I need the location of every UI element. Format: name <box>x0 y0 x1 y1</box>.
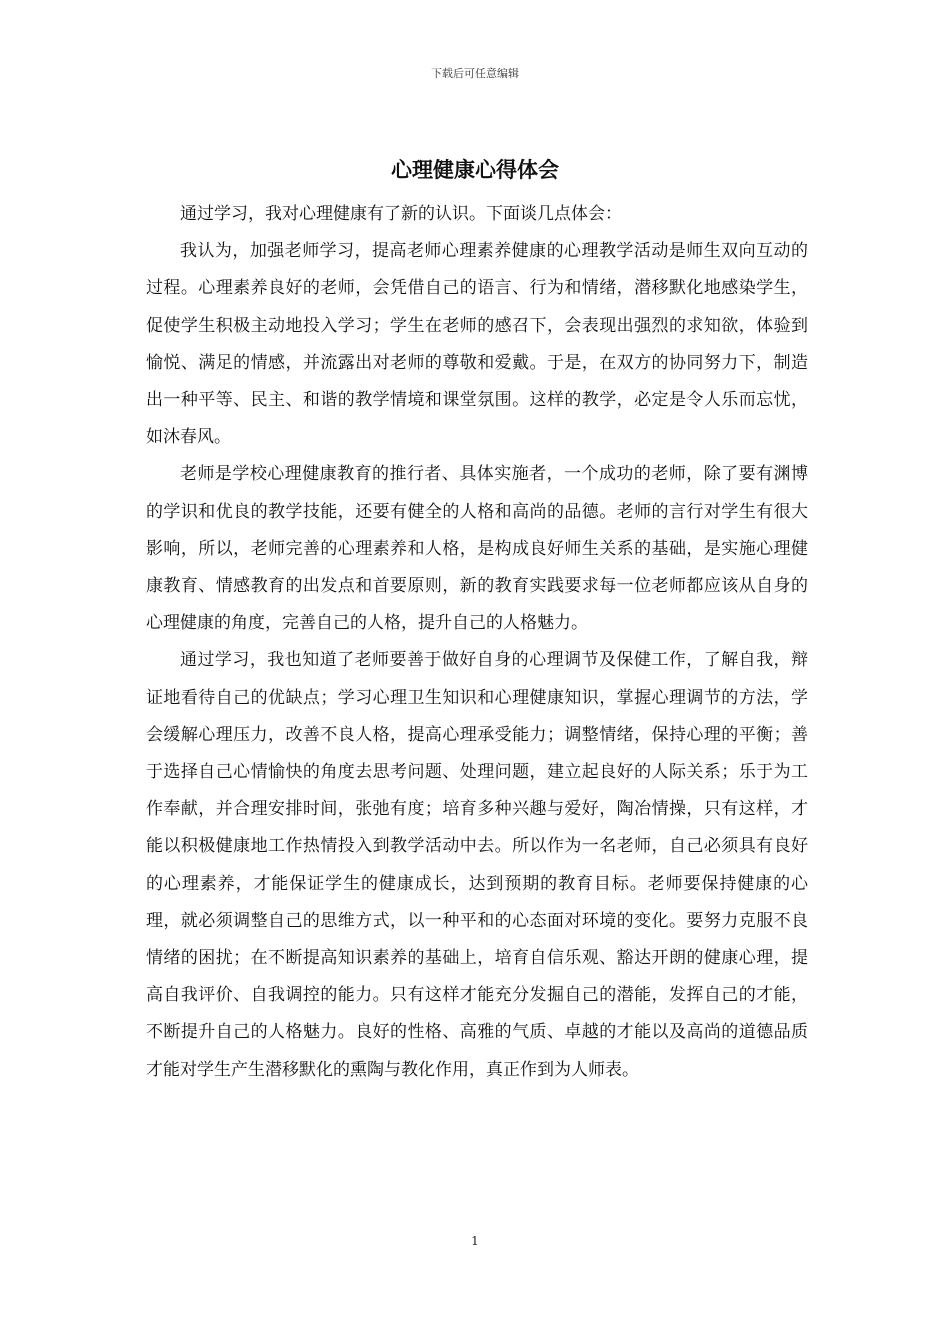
page-number: 1 <box>471 1234 479 1248</box>
paragraph-teacher-role: 老师是学校心理健康教育的推行者、具体实施者，一个成功的老师，除了要有渊博的学识和优良的教学技能，还要有健全的人格和高尚的品德。老师的言行对学生有很大影响，所以，老师完善的心理素养和人格，是构成良好师生关系的基础，是实施心理健康教育、情感教育的出发点和首要原则，新的教育实践要求每一位老师都应该从自身的心理健康的角度，完善自己的人格，提升自己的人格魅力。 <box>146 464 808 634</box>
page-header-note: 下载后可任意编辑 <box>431 67 519 80</box>
paragraph-intro: 通过学习，我对心理健康有了新的认识。下面谈几点体会： <box>180 204 622 224</box>
paragraph-self-adjustment: 通过学习，我也知道了老师要善于做好自身的心理调节及保健工作，了解自我，辩证地看待自己的优缺点；学习心理卫生知识和心理健康知识，掌握心理调节的方法，学会缓解心理压力，改善不良人格，提高心理承受能力；调整情绪，保持心理的平衡；善于选择自己心情愉快的角度去思考问题、处理问题，建立起良好的人际关系；乐于为工作奉献，并合理安排时间，张弛有度；培育多种兴趣与爱好，陶冶情操，只有这样，才能以积极健康地工作热情投入到教学活动中去。所以作为一名老师，自己必须具有良好的心理素养，才能保证学生的健康成长，达到预期的教育目标。老师要保持健康的心理，就必须调整自己的思维方式，以一种平和的心态面对环境的变化。要努力克服不良情绪的困扰；在不断提高知识素养的基础上，培育自信乐观、豁达开朗的健康心理，提高自我评价、自我调控的能力。只有这样才能充分发掘自己的潜能，发挥自己的才能，不断提升自己的人格魅力。良好的性格、高雅的气质、卓越的才能以及高尚的道德品质才能对学生产生潜移默化的熏陶与教化作用，真正作到为人师表。 <box>146 650 808 1080</box>
document-title: 心理健康心得体会 <box>391 157 559 182</box>
paragraph-teacher-study: 我认为，加强老师学习，提高老师心理素养健康的心理教学活动是师生双向互动的过程。心理素养良好的老师，会凭借自己的语言、行为和情绪，潜移默化地感染学生，促使学生积极主动地投入学习；学生在老师的感召下，会表现出强烈的求知欲，体验到愉悦、满足的情感，并流露出对老师的尊敬和爱戴。于是，在双方的协同努力下，制造出一种平等、民主、和谐的教学情境和课堂氛围。这样的教学，必定是令人乐而忘忧，如沐春风。 <box>146 241 808 448</box>
document-body <box>146 196 808 1089</box>
